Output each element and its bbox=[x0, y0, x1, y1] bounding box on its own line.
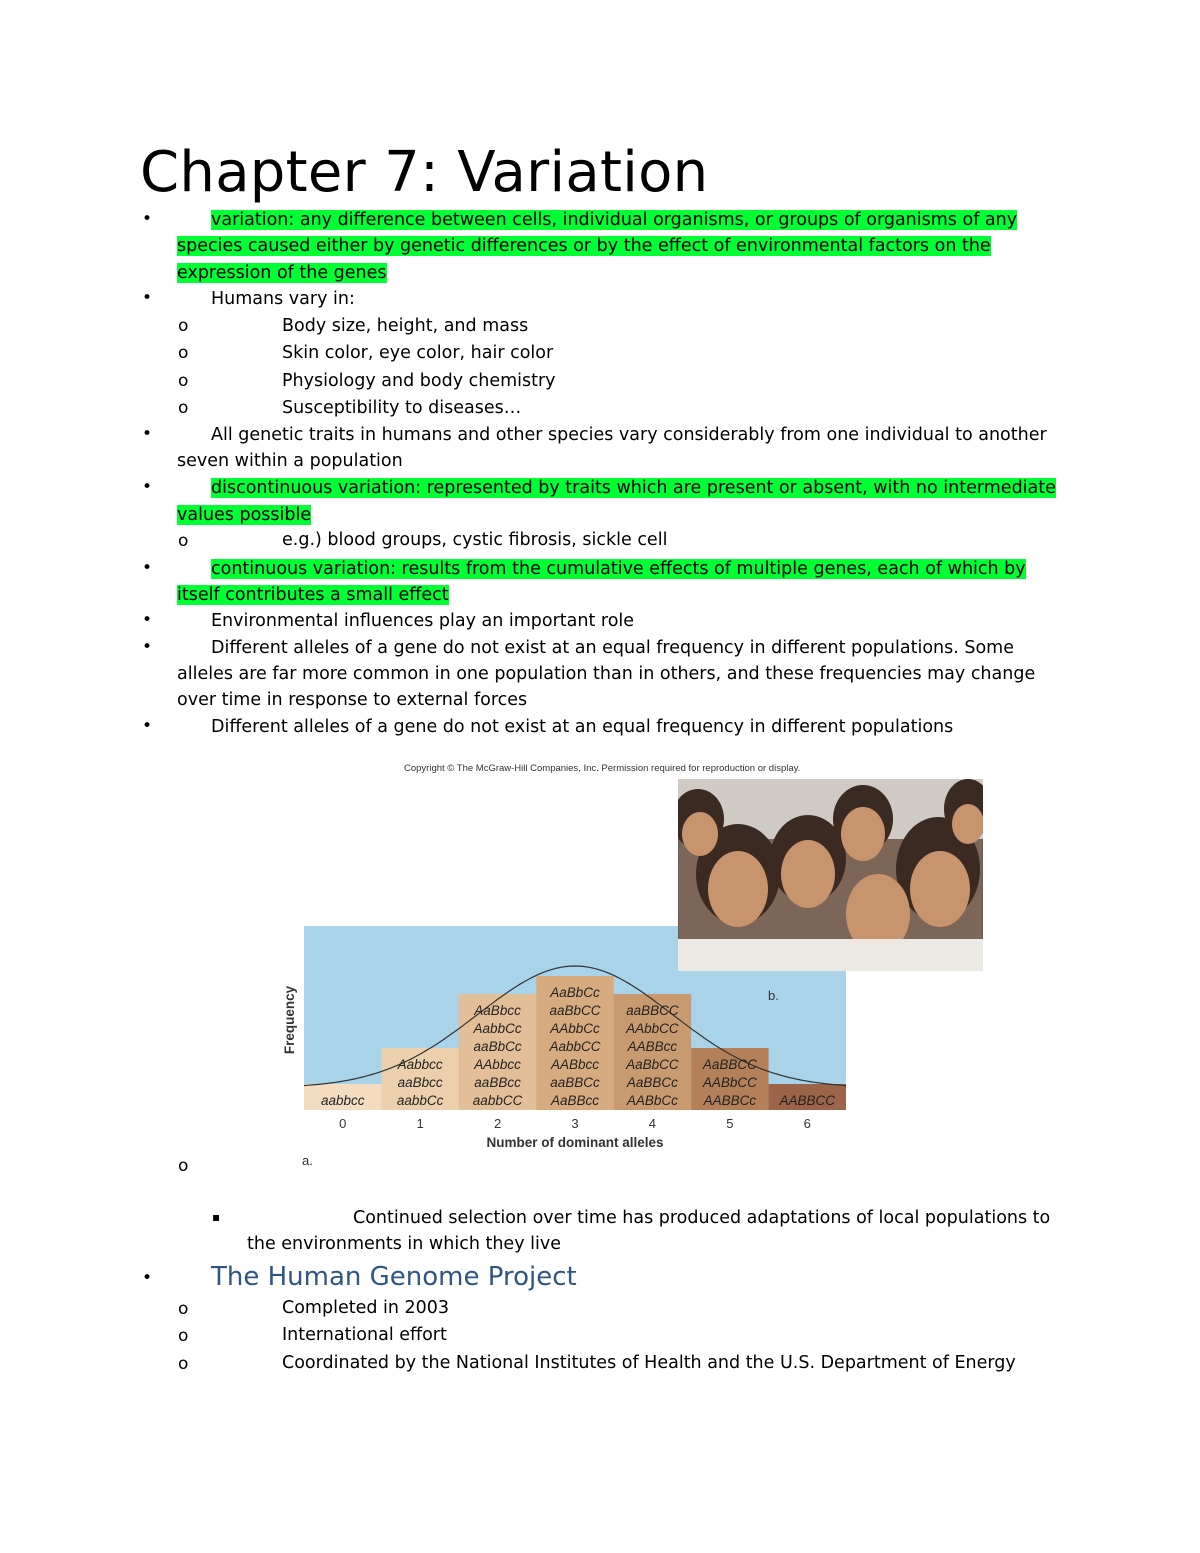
list-item: Body size, height, and mass bbox=[282, 316, 529, 336]
genotype-label: aaBBCc bbox=[550, 1075, 600, 1090]
bullet-marker: • bbox=[142, 288, 153, 308]
photo-label: b. bbox=[768, 988, 779, 1003]
genotype-label: AABbCc bbox=[626, 1093, 678, 1108]
bullet-marker: • bbox=[142, 1268, 153, 1288]
genotype-label: AABbcc bbox=[550, 1057, 600, 1072]
y-axis-label: Frequency bbox=[282, 985, 297, 1055]
bullet-marker: • bbox=[142, 477, 153, 497]
list-item: Completed in 2003 bbox=[282, 1298, 450, 1318]
list-item: International effort bbox=[282, 1325, 447, 1345]
x-tick-label: 6 bbox=[803, 1116, 811, 1131]
subsub-bullet-marker: ▪ bbox=[212, 1210, 221, 1224]
genotype-label: AAbbCc bbox=[550, 1021, 600, 1036]
genotype-label: aaBbcc bbox=[397, 1075, 443, 1090]
list-item: Coordinated by the National Institutes of Health and the U.S. Department of Energy bbox=[282, 1353, 1016, 1373]
section-heading: The Human Genome Project bbox=[211, 1262, 577, 1292]
genotype-label: AABBCc bbox=[703, 1093, 757, 1108]
definition-variation-line-1: variation: any difference between cells, individual organisms, or groups of organisms of any bbox=[211, 210, 1018, 230]
genotype-label: aaBBCC bbox=[626, 1003, 679, 1018]
genotype-label: Aabbcc bbox=[397, 1057, 443, 1072]
list-item: Different alleles of a gene do not exist at an equal frequency in different populations. Some bbox=[211, 638, 1014, 658]
definition-continuous-line-1: continuous variation: results from the cumulative effects of multiple genes, each of which by bbox=[211, 559, 1026, 579]
x-tick-label: 5 bbox=[726, 1116, 734, 1131]
list-item-continued: alleles are far more common in one population than in others, and these frequencies may change bbox=[177, 664, 1036, 684]
x-tick-label: 1 bbox=[416, 1116, 424, 1131]
list-item: Physiology and body chemistry bbox=[282, 371, 556, 391]
list-item-continued: seven within a population bbox=[177, 451, 403, 471]
genotype-label: AaBBCc bbox=[626, 1075, 678, 1090]
x-tick-label: 4 bbox=[648, 1116, 657, 1131]
genotype-label: AaBbCc bbox=[550, 985, 600, 1000]
genotype-label: AaBBCC bbox=[702, 1057, 757, 1072]
genotype-label: AAbbcc bbox=[474, 1057, 521, 1072]
list-item: Skin color, eye color, hair color bbox=[282, 343, 554, 363]
genotype-label: AABBcc bbox=[627, 1039, 678, 1054]
list-item: e.g.) blood groups, cystic fibrosis, sickle cell bbox=[282, 530, 668, 550]
bullet-marker: • bbox=[142, 637, 153, 657]
genotype-label: AABBCC bbox=[779, 1093, 836, 1108]
definition-variation-line-2: species caused either by genetic differences or by the effect of environmental factors on the bbox=[177, 236, 991, 256]
list-item-continued: over time in response to external forces bbox=[177, 690, 528, 710]
genotype-label: AaBbcc bbox=[474, 1003, 521, 1018]
genotype-label: aaBBcc bbox=[474, 1075, 521, 1090]
list-item: Environmental influences play an important role bbox=[211, 611, 635, 631]
bullet-marker: • bbox=[142, 610, 153, 630]
x-tick-label: 3 bbox=[571, 1116, 579, 1131]
genotype-label: AabbCc bbox=[473, 1021, 522, 1036]
bullet-marker: • bbox=[142, 424, 153, 444]
x-tick-label: 2 bbox=[493, 1116, 502, 1131]
figure-a-label: a. bbox=[302, 1153, 313, 1168]
genotype-label: aabbcc bbox=[320, 1093, 365, 1108]
definition-discontinuous-line-1: discontinuous variation: represented by traits which are present or absent, with no intermediate bbox=[211, 478, 1056, 498]
sub-bullet-marker: o bbox=[178, 1156, 189, 1176]
bullet-marker: • bbox=[142, 558, 153, 578]
sub-bullet-marker: o bbox=[178, 1354, 189, 1374]
sub-bullet-marker: o bbox=[178, 343, 189, 363]
genotype-label: aabbCC bbox=[472, 1093, 523, 1108]
genotype-label: aabbCc bbox=[396, 1093, 444, 1108]
sub-bullet-marker: o bbox=[178, 531, 189, 551]
definition-discontinuous-line-2: values possible bbox=[177, 505, 312, 525]
genotype-label: AABbCC bbox=[702, 1075, 757, 1090]
figure-copyright: Copyright © The McGraw-Hill Companies, Inc. Permission required for reproduction or display. bbox=[404, 763, 801, 774]
bullet-marker: • bbox=[142, 716, 153, 736]
x-axis-label: Number of dominant alleles bbox=[486, 1135, 664, 1150]
sub-bullet-marker: o bbox=[178, 398, 189, 418]
group-photo bbox=[678, 779, 983, 971]
page-title: Chapter 7: Variation bbox=[140, 140, 709, 205]
sub-bullet-marker: o bbox=[178, 316, 189, 336]
genotype-label: aaBbCC bbox=[549, 1003, 601, 1018]
list-item-continued: the environments in which they live bbox=[247, 1234, 561, 1254]
sub-bullet-marker: o bbox=[178, 371, 189, 391]
genotype-label: AaBBcc bbox=[550, 1093, 600, 1108]
list-item: Humans vary in: bbox=[211, 289, 355, 309]
definition-continuous-line-2: itself contributes a small effect bbox=[177, 585, 449, 605]
bullet-marker: • bbox=[142, 209, 153, 229]
list-item: Susceptibility to diseases… bbox=[282, 398, 522, 418]
genotype-label: aaBbCc bbox=[473, 1039, 522, 1054]
list-item: Continued selection over time has produced adaptations of local populations to bbox=[353, 1208, 1051, 1228]
sub-bullet-marker: o bbox=[178, 1326, 189, 1346]
genotype-label: AabbCC bbox=[549, 1039, 601, 1054]
genotype-label: AaBbCC bbox=[626, 1057, 679, 1072]
sub-bullet-marker: o bbox=[178, 1299, 189, 1319]
list-item: All genetic traits in humans and other species vary considerably from one individual to another bbox=[211, 425, 1047, 445]
genotype-label: AAbbCC bbox=[626, 1021, 679, 1036]
definition-variation-line-3: expression of the genes bbox=[177, 263, 387, 283]
list-item: Different alleles of a gene do not exist at an equal frequency in different populations bbox=[211, 717, 954, 737]
x-tick-label: 0 bbox=[339, 1116, 347, 1131]
